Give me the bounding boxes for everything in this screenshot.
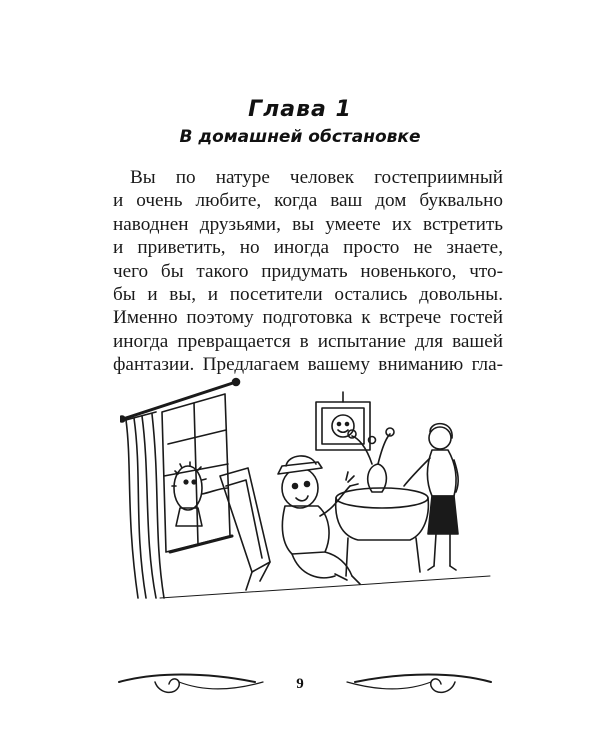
portrait-frame-icon	[316, 392, 370, 450]
paragraph-line: и приветить, но иногда просто не знаете,	[113, 237, 503, 259]
paragraph-line: Вы по натуре человек гостеприимный	[130, 167, 503, 188]
paragraph-line: фантазии. Предлагаем вашему вниманию гла-	[113, 354, 503, 376]
body-paragraph	[113, 166, 503, 377]
paragraph-line: иногда превращается в испытание для вашей	[113, 330, 503, 352]
chapter-title: Глава 1	[248, 97, 352, 122]
paragraph-line: Именно поэтому подготовка к встрече гостей	[113, 307, 503, 329]
window-icon	[162, 394, 232, 552]
woman-figure-icon	[404, 424, 458, 570]
paragraph-line: и очень любите, когда ваш дом буквально	[113, 190, 503, 212]
cartoon-illustration-icon	[120, 376, 500, 601]
page-number: 9	[296, 676, 304, 692]
chapter-subtitle: В домашней обстановке	[179, 127, 421, 147]
cactus-icon	[172, 462, 228, 526]
paragraph-line: наводнен друзьями, вы умеете их встретить	[113, 213, 503, 235]
curtain-icon	[126, 412, 164, 598]
curtain-rod-icon	[120, 379, 240, 423]
man-figure-icon	[278, 456, 360, 584]
paragraph-line: чего бы такого придумать новенького, что-	[113, 260, 503, 282]
chair-icon	[220, 468, 270, 590]
paragraph-line: бы и вы, и посетители остались довольны.	[113, 283, 503, 305]
